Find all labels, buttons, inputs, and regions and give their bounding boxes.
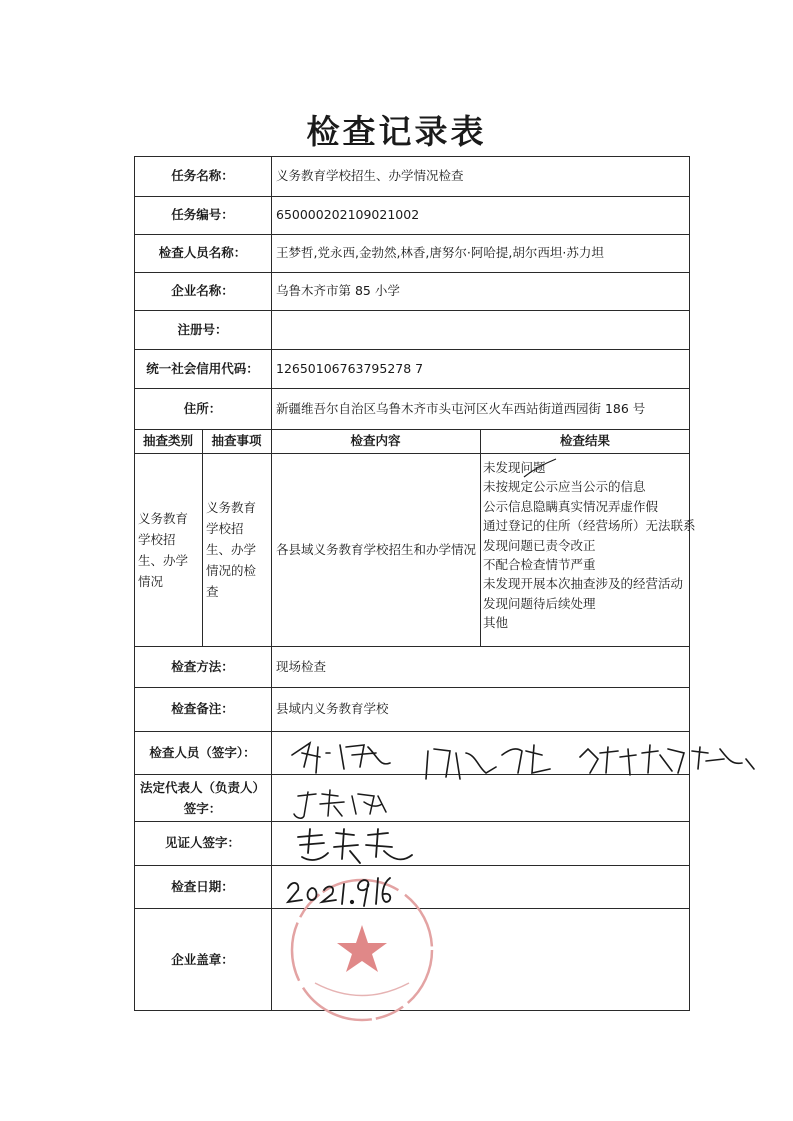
tick-mark — [520, 455, 560, 481]
result-option: 未发现开展本次抽查涉及的经营活动 — [483, 576, 684, 592]
address-label: 住所： — [183, 400, 222, 416]
check-category: 义务教育学校招生、办学情况 — [138, 510, 189, 589]
method-value: 现场检查 — [276, 658, 327, 674]
method-label: 检查方法： — [171, 658, 234, 674]
result-option: 发现问题已责令改正 — [483, 537, 596, 553]
company-name-value: 乌鲁木齐市第 85 小学 — [276, 283, 400, 298]
check-item: 义务教育学校招生、办学情况的检查 — [206, 500, 257, 599]
check-result-list — [483, 458, 696, 633]
header-item: 抽查事项 — [211, 433, 262, 448]
header-category: 抽查类别 — [142, 433, 193, 448]
legal-rep-signature — [290, 782, 400, 824]
inspectors-value: 王梦哲,党永西,金勃然,林香,唐努尔·阿哈提,胡尔西坦·苏力坦 — [276, 245, 604, 260]
inspector-sign-label: 检查人员（签字）： — [149, 744, 256, 760]
task-name-label: 任务名称： — [171, 168, 234, 183]
result-option: 发现问题待后续处理 — [483, 595, 596, 611]
remark-value: 县域内义务教育学校 — [276, 701, 389, 716]
inspectors-label: 检查人员名称： — [158, 245, 247, 260]
company-seal-label: 企业盖章： — [171, 951, 234, 967]
task-no-label: 任务编号： — [171, 207, 234, 222]
result-option: 不配合检查情节严重 — [483, 557, 596, 573]
check-date-handwritten — [282, 866, 392, 912]
legal-rep-sign-label: 法定代表人（负责人）签字： — [139, 779, 265, 816]
witness-sign-label: 见证人签字： — [164, 835, 240, 850]
result-option: 未按规定公示应当公示的信息 — [483, 479, 646, 495]
reg-no-value — [271, 310, 690, 349]
task-no-value: 650000202109021002 — [276, 207, 420, 222]
column-divider — [480, 429, 481, 646]
document-title: 检查记录表 — [306, 112, 487, 151]
task-name-value: 义务教育学校招生、办学情况检查 — [276, 168, 464, 183]
result-option: 其他 — [483, 615, 509, 631]
check-content: 各县域义务教育学校招生和办学情况 — [276, 541, 477, 557]
credit-code-value: 12650106763795278 7 — [276, 360, 424, 376]
reg-no-label: 注册号： — [177, 321, 228, 337]
company-name-label: 企业名称： — [171, 283, 234, 298]
credit-code-label: 统一社会信用代码： — [146, 360, 259, 376]
result-option: 未发现问题 — [483, 460, 546, 475]
address-value: 新疆维吾尔自治区乌鲁木齐市头屯河区火车西站街道西园街 186 号 — [276, 400, 646, 416]
result-option: 通过登记的住所（经营场所）无法联系 — [483, 518, 696, 534]
header-result: 检查结果 — [559, 433, 610, 448]
remark-label: 检查备注： — [171, 701, 234, 716]
check-date-label: 检查日期： — [171, 878, 234, 894]
result-option: 公示信息隐瞒真实情况弄虚作假 — [483, 498, 659, 514]
header-content: 检查内容 — [350, 433, 401, 448]
witness-signature — [292, 823, 422, 871]
